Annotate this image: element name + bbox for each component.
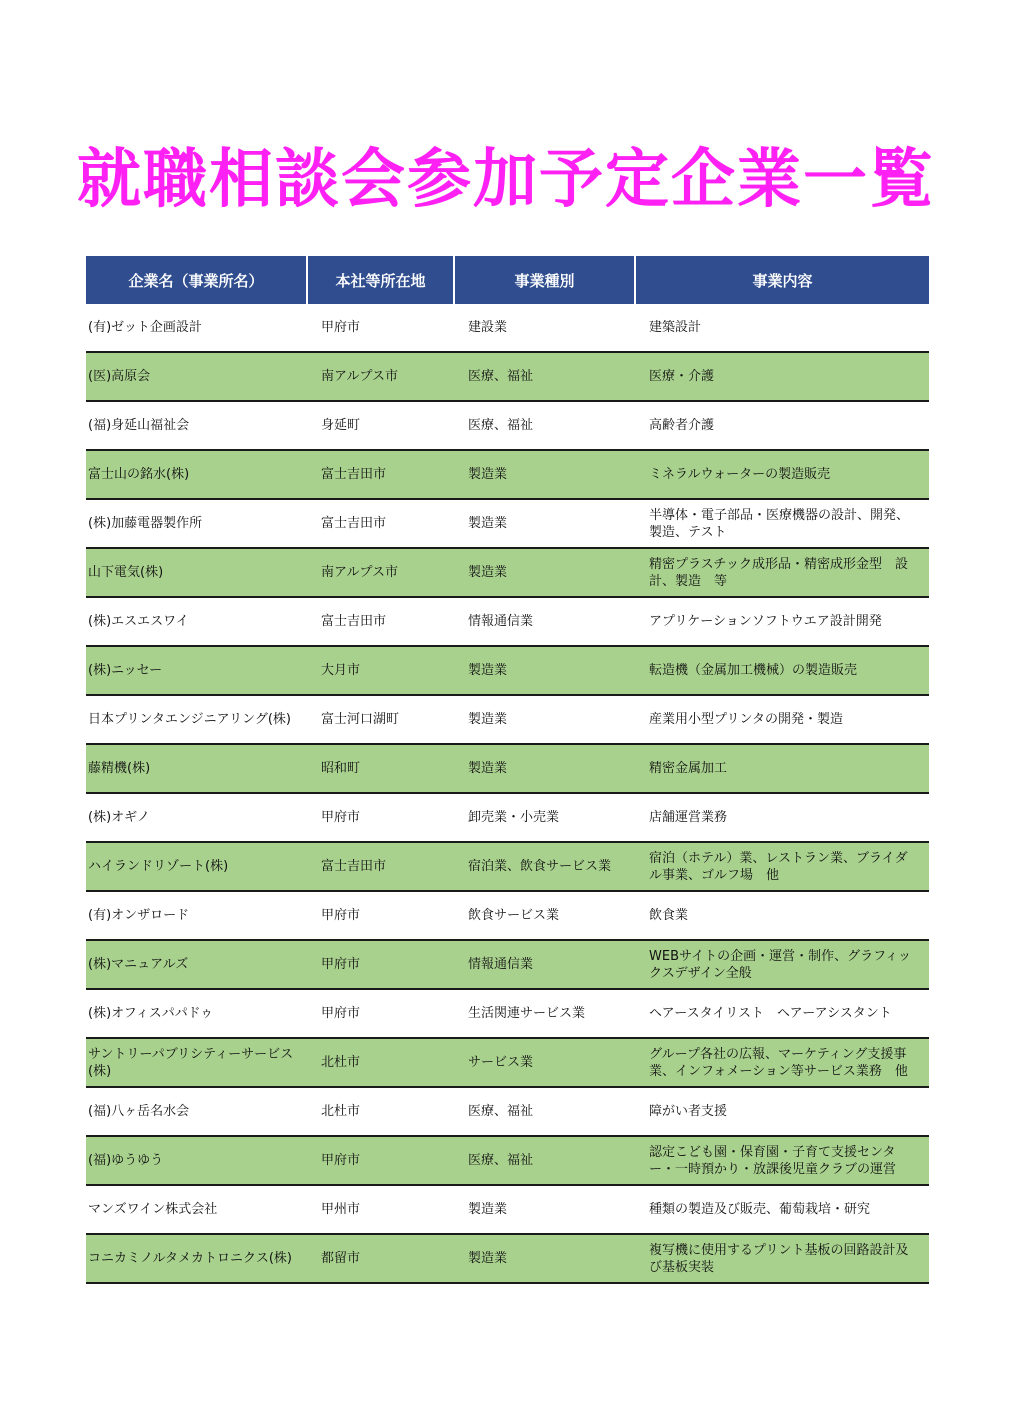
location-cell: 都留市 <box>307 1234 454 1283</box>
table-row <box>86 548 929 597</box>
business-content-cell: グループ各社の広報、マーケティング支援事業、インフォメーション等サービス業務 他 <box>635 1038 929 1087</box>
business-type-cell: 医療、福祉 <box>454 401 635 450</box>
business-content-cell: 精密金属加工 <box>635 744 929 793</box>
business-type-cell: 情報通信業 <box>454 597 635 646</box>
company-name-cell: ハイランドリゾート(株) <box>86 842 307 891</box>
location-cell: 富士吉田市 <box>307 499 454 548</box>
business-content-cell: 種類の製造及び販売、葡萄栽培・研究 <box>635 1185 929 1234</box>
location-cell: 昭和町 <box>307 744 454 793</box>
table-row <box>86 695 929 744</box>
company-name-cell: 富士山の銘水(株) <box>86 450 307 499</box>
table-row <box>86 1038 929 1087</box>
table-row <box>86 842 929 891</box>
company-name-cell: (福)八ヶ岳名水会 <box>86 1087 307 1136</box>
business-content-cell: 建築設計 <box>635 304 929 352</box>
table-body <box>86 304 929 1283</box>
location-cell: 南アルプス市 <box>307 548 454 597</box>
company-name-cell: (福)身延山福祉会 <box>86 401 307 450</box>
business-type-cell: 宿泊業、飲食サービス業 <box>454 842 635 891</box>
company-name-cell: マンズワイン株式会社 <box>86 1185 307 1234</box>
business-content-cell: 高齢者介護 <box>635 401 929 450</box>
business-type-cell: 製造業 <box>454 1185 635 1234</box>
business-type-cell: 生活関連サービス業 <box>454 989 635 1038</box>
business-type-cell: 卸売業・小売業 <box>454 793 635 842</box>
company-name-cell: (株)エスエスワイ <box>86 597 307 646</box>
company-table <box>86 256 929 1284</box>
business-content-cell: 障がい者支援 <box>635 1087 929 1136</box>
company-name-cell: (有)オンザロード <box>86 891 307 940</box>
business-type-cell: 医療、福祉 <box>454 1087 635 1136</box>
table-header-row <box>86 256 929 304</box>
location-cell: 富士河口湖町 <box>307 695 454 744</box>
company-name-cell: (株)加藤電器製作所 <box>86 499 307 548</box>
company-name-cell: (有)ゼット企画設計 <box>86 304 307 352</box>
business-content-cell: 複写機に使用するプリント基板の回路設計及び基板実装 <box>635 1234 929 1283</box>
company-name-cell: 山下電気(株) <box>86 548 307 597</box>
location-cell: 甲府市 <box>307 940 454 989</box>
business-content-cell: 認定こども園・保育園・子育て支援センター・一時預かり・放課後児童クラブの運営 <box>635 1136 929 1185</box>
company-name-cell: サントリーパブリシティーサービス(株) <box>86 1038 307 1087</box>
location-cell: 北杜市 <box>307 1038 454 1087</box>
business-content-cell: 転造機（金属加工機械）の製造販売 <box>635 646 929 695</box>
business-content-cell: 半導体・電子部品・医療機器の設計、開発、製造、テスト <box>635 499 929 548</box>
table-row <box>86 989 929 1038</box>
header-business-type: 事業種別 <box>454 256 635 304</box>
location-cell: 富士吉田市 <box>307 842 454 891</box>
company-name-cell: (株)ニッセー <box>86 646 307 695</box>
location-cell: 甲州市 <box>307 1185 454 1234</box>
company-name-cell: コニカミノルタメカトロニクス(株) <box>86 1234 307 1283</box>
business-content-cell: 医療・介護 <box>635 352 929 401</box>
business-type-cell: 医療、福祉 <box>454 352 635 401</box>
header-location: 本社等所在地 <box>307 256 454 304</box>
page-title: 就職相談会参加予定企業一覧 <box>77 143 935 217</box>
table-row <box>86 499 929 548</box>
business-content-cell: ミネラルウォーターの製造販売 <box>635 450 929 499</box>
business-type-cell: 医療、福祉 <box>454 1136 635 1185</box>
business-type-cell: 製造業 <box>454 548 635 597</box>
table-row <box>86 597 929 646</box>
business-content-cell: 精密プラスチック成形品・精密成形金型 設計、製造 等 <box>635 548 929 597</box>
business-content-cell: 宿泊（ホテル）業、レストラン業、ブライダル事業、ゴルフ場 他 <box>635 842 929 891</box>
business-content-cell: 飲食業 <box>635 891 929 940</box>
location-cell: 大月市 <box>307 646 454 695</box>
location-cell: 身延町 <box>307 401 454 450</box>
location-cell: 甲府市 <box>307 304 454 352</box>
table-row <box>86 1136 929 1185</box>
location-cell: 北杜市 <box>307 1087 454 1136</box>
header-business-content: 事業内容 <box>635 256 929 304</box>
table-row <box>86 304 929 352</box>
business-type-cell: 製造業 <box>454 450 635 499</box>
business-content-cell: 産業用小型プリンタの開発・製造 <box>635 695 929 744</box>
business-type-cell: 製造業 <box>454 1234 635 1283</box>
company-name-cell: (株)マニュアルズ <box>86 940 307 989</box>
business-content-cell: WEBサイトの企画・運営・制作、グラフィックスデザイン全般 <box>635 940 929 989</box>
business-type-cell: 製造業 <box>454 499 635 548</box>
location-cell: 富士吉田市 <box>307 450 454 499</box>
table-row <box>86 1185 929 1234</box>
table-row <box>86 940 929 989</box>
company-name-cell: (医)高原会 <box>86 352 307 401</box>
business-content-cell: ヘアースタイリスト ヘアーアシスタント <box>635 989 929 1038</box>
business-content-cell: アプリケーションソフトウエア設計開発 <box>635 597 929 646</box>
location-cell: 甲府市 <box>307 793 454 842</box>
table-row <box>86 793 929 842</box>
table-row <box>86 744 929 793</box>
table-row <box>86 1234 929 1283</box>
business-content-cell: 店舗運営業務 <box>635 793 929 842</box>
table-row <box>86 401 929 450</box>
business-type-cell: 建設業 <box>454 304 635 352</box>
location-cell: 甲府市 <box>307 891 454 940</box>
location-cell: 甲府市 <box>307 1136 454 1185</box>
location-cell: 南アルプス市 <box>307 352 454 401</box>
location-cell: 富士吉田市 <box>307 597 454 646</box>
table-row <box>86 646 929 695</box>
company-name-cell: 日本プリンタエンジニアリング(株) <box>86 695 307 744</box>
business-type-cell: 製造業 <box>454 646 635 695</box>
location-cell: 甲府市 <box>307 989 454 1038</box>
header-company-name: 企業名（事業所名） <box>86 256 307 304</box>
company-name-cell: (福)ゆうゆう <box>86 1136 307 1185</box>
company-name-cell: (株)オフィスパパドゥ <box>86 989 307 1038</box>
business-type-cell: 飲食サービス業 <box>454 891 635 940</box>
business-type-cell: 製造業 <box>454 695 635 744</box>
table-row <box>86 1087 929 1136</box>
business-type-cell: 情報通信業 <box>454 940 635 989</box>
table-row <box>86 450 929 499</box>
business-type-cell: サービス業 <box>454 1038 635 1087</box>
business-type-cell: 製造業 <box>454 744 635 793</box>
company-name-cell: (株)オギノ <box>86 793 307 842</box>
table-row <box>86 352 929 401</box>
table-row <box>86 891 929 940</box>
company-name-cell: 藤精機(株) <box>86 744 307 793</box>
